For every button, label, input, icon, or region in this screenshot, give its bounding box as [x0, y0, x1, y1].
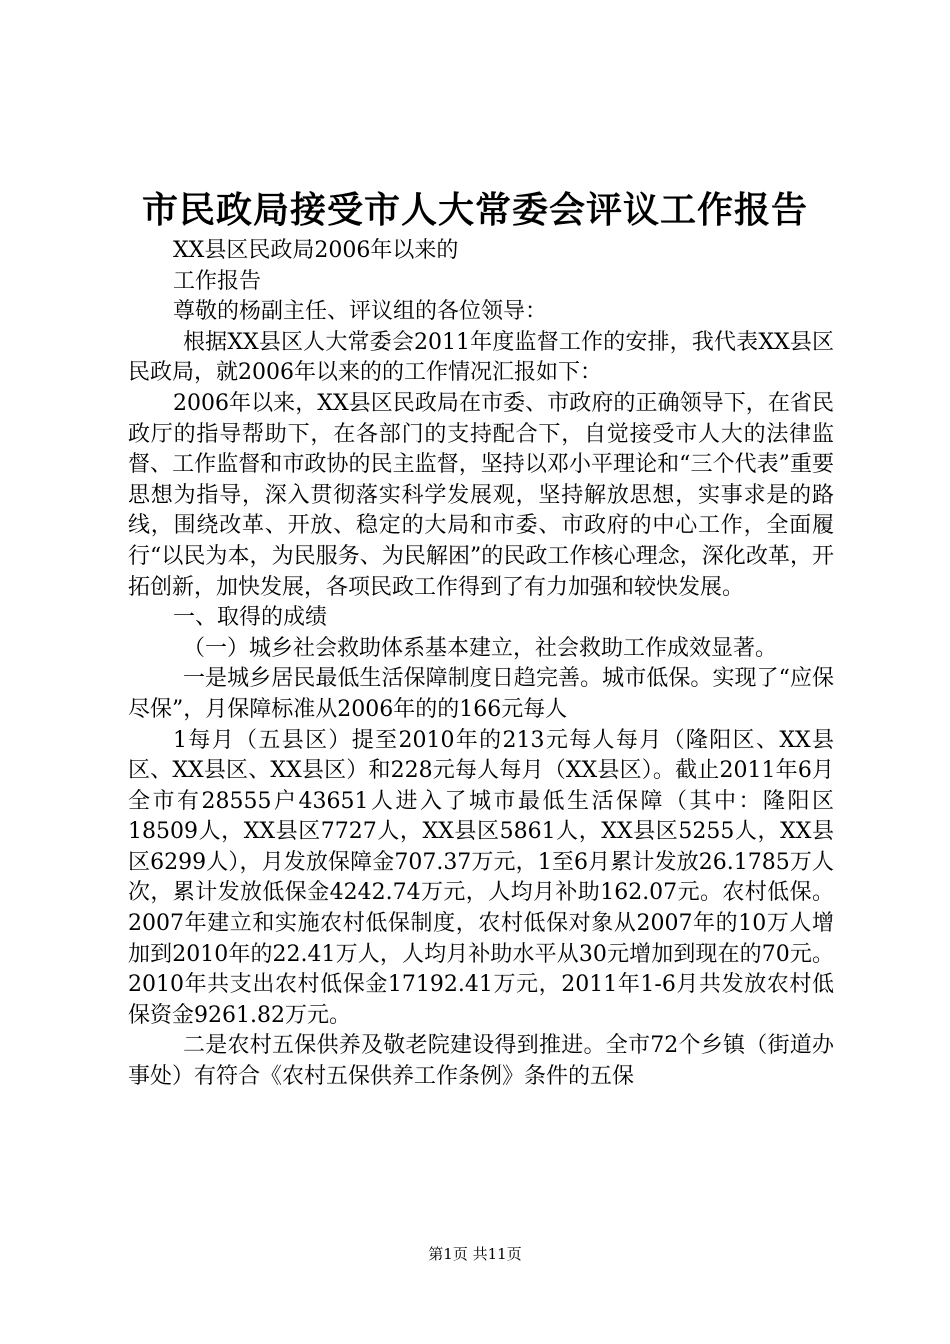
section-heading-achievements: 一、取得的成绩: [173, 605, 328, 631]
paragraph-subtitle-line-2: 工作报告: [173, 268, 262, 294]
paragraph-subtitle-line-1: XX县区民政局2006年以来的: [173, 238, 459, 263]
document-body: [128, 236, 834, 1093]
paragraph-salutation: 尊敬的杨副主任、评议组的各位领导：: [173, 299, 548, 325]
document-title: 市民政局接受市人大常委会评议工作报告: [141, 189, 808, 231]
paragraph-five-guarantees: 二是农村五保供养及敬老院建设得到推进。全市72个乡镇（街道办事处）有符合《农村五保供养工作条例》条件的五保: [128, 1033, 834, 1090]
subsection-heading-social-assistance: （一）城乡社会救助体系基本建立，社会救助工作成效显著。: [183, 635, 778, 661]
paragraph-overview: 2006年以来，XX县区民政局在市委、市政府的正确领导下，在省民政厅的指导帮助下，在各部门的支持配合下，自觉接受市人大的法律监督、工作监督和市政协的民主监督，坚持以邓小平理论和“三个代表”重要思想为指导，深入贯彻落实科学发展观，坚持解放思想，实事求是的路线，围绕改革、开放、稳定的大局和市委、市政府的中心工作，全面履行“以民为本，为民服务、为民解困”的民政工作核心理念，深化改革，开拓创新，加快发展，各项民政工作得到了有力加强和较快发展。: [128, 390, 834, 600]
page-number-footer: 第1页 共11页: [428, 1245, 522, 1263]
paragraph-minimum-living-security: 一是城乡居民最低生活保障制度日趋完善。城市低保。实现了“应保尽保”，月保障标准从2006年的的166元每人: [128, 666, 834, 722]
paragraph-urban-rural-statistics: 1每月（五县区）提至2010年的213元每人每月（隆阳区、XX县区、XX县区、XX县区）和228元每人每月（XX县区）。截止2011年6月全市有28555户43651人进入了城市最低生活保障（其中：隆阳区18509人，XX县区7727人，XX县区5861人，XX县区5255人，XX县区6299人），月发放保障金707.37万元，1至6月累计发放26.1785万人次，累计发放低保金4242.74万元，人均月补助162.07元。农村低保。2007年建立和实施农村低保制度，农村低保对象从2007年的10万人增加到2010年的22.41万人，人均月补助水平从30元增加到现在的70元。2010年共支出农村低保金17192.41万元，2011年1-6月共发放农村低保资金9261.82万元。: [128, 727, 834, 1028]
paragraph-intro: 根据XX县区人大常委会2011年度监督工作的安排，我代表XX县区民政局，就2006年以来的的工作情况汇报如下：: [128, 329, 834, 386]
